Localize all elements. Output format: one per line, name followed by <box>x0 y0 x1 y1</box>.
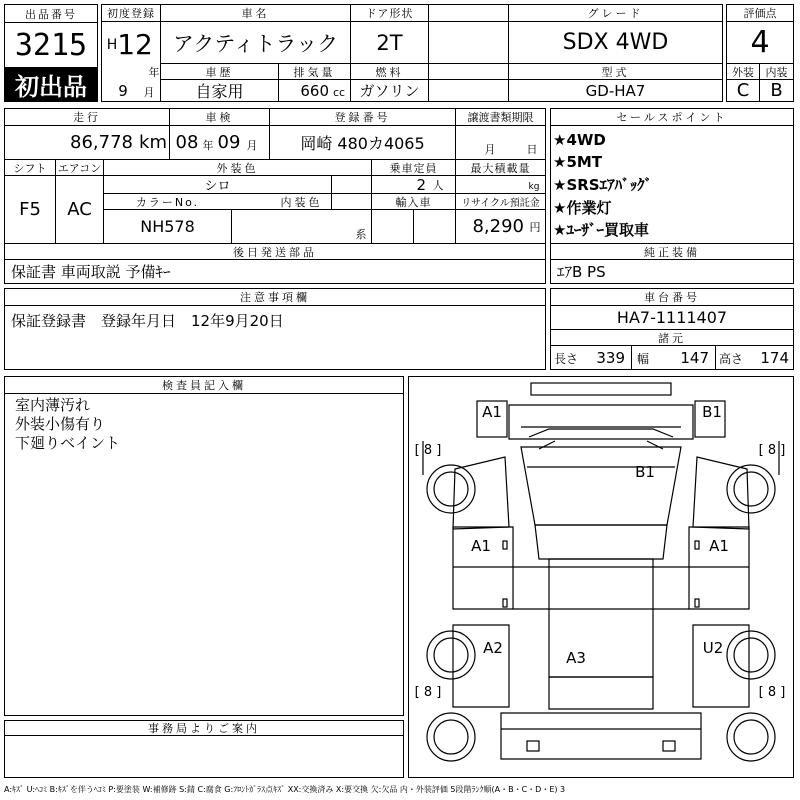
width-value: 147 <box>680 348 709 367</box>
sales-points-label: セールスポイント <box>616 111 728 124</box>
ext-color-value: シロ <box>204 179 231 194</box>
notes-box <box>4 288 546 370</box>
sales-point-item: ★作業灯 <box>553 198 612 217</box>
score-box <box>726 4 794 102</box>
chassis-value: HA7-1111407 <box>616 308 728 327</box>
interior-score-label: 内装 <box>765 65 788 79</box>
max-load-label: 最大積載量 <box>470 161 531 175</box>
displacement-value: 660 <box>300 81 329 100</box>
car-name-label: 車名 <box>241 7 270 20</box>
notes-label: 注意事項欄 <box>240 291 310 304</box>
sales-point-item: ★5MT <box>553 153 603 171</box>
exterior-score-label: 外装 <box>732 65 754 79</box>
office-box <box>4 720 404 778</box>
registration-era: H <box>106 37 118 53</box>
specs-label: 諸元 <box>658 331 686 345</box>
door-value: 2T <box>376 30 403 55</box>
tire-rear-left: [ 8 ] <box>414 684 442 700</box>
genuine-value: ｴｱB PS <box>557 263 606 281</box>
mark-door-right: A1 <box>709 537 729 555</box>
max-load-unit: kg <box>528 182 540 192</box>
length-value: 339 <box>596 348 625 367</box>
later-parts-label: 後日発送部品 <box>233 245 317 259</box>
genuine-label: 純正装備 <box>644 245 700 259</box>
aircon-value: AC <box>67 199 92 220</box>
tire-front-right: [ 8 ] <box>758 442 786 458</box>
lot-box <box>4 4 98 102</box>
registration-month-unit: 月 <box>143 86 155 99</box>
shift-label: シフト <box>13 161 47 175</box>
door-label: ドア形状 <box>365 7 414 20</box>
registration-month: 9 <box>118 82 128 100</box>
details-block <box>4 108 546 284</box>
sales-point-item: ★4WD <box>553 131 606 149</box>
mileage-value: 86,778 <box>70 132 133 153</box>
score-label: 評価点 <box>743 7 777 20</box>
transfer-day-unit: 日 <box>526 143 538 156</box>
history-value: 自家用 <box>195 82 244 101</box>
import-label: 輸入車 <box>395 195 432 209</box>
recycle-value: 8,290 <box>472 216 524 237</box>
interior-score: B <box>770 80 783 101</box>
displacement-unit: cc <box>332 85 346 99</box>
tire-rear-right: [ 8 ] <box>758 684 786 700</box>
registration-label: 初度登録 <box>107 7 155 20</box>
transfer-label: 譲渡書類期限 <box>467 111 534 124</box>
ext-color-label: 外装色 <box>216 161 259 175</box>
width-label: 幅 <box>636 351 649 366</box>
displacement-label: 排気量 <box>293 65 336 79</box>
inspection-month-unit: 月 <box>246 139 258 152</box>
grade-label: グレード <box>587 7 644 20</box>
lot-number: 3215 <box>14 27 88 63</box>
inspector-label: 検査員記入欄 <box>162 379 246 392</box>
lot-label: 出品番号 <box>25 7 77 21</box>
mileage-label: 走行 <box>73 111 101 124</box>
notes-value: 保証登録書 登録年月日 12年9月20日 <box>11 311 284 330</box>
shift-value: F5 <box>19 199 41 220</box>
length-label: 長さ <box>553 351 578 366</box>
mark-rear-left: A2 <box>483 639 503 657</box>
later-parts-value: 保証書 車両取説 予備ｷｰ <box>11 263 171 281</box>
plate-label: 登録番号 <box>334 111 391 124</box>
inspector-box <box>4 376 404 716</box>
tire-front-left: [ 8 ] <box>414 442 442 458</box>
mark-windshield: B1 <box>635 463 655 481</box>
sales-point-item: ★ﾕｰｻﾞｰ買取車 <box>553 220 649 239</box>
mark-front-left: A1 <box>482 403 502 421</box>
sales-points-box <box>550 108 794 284</box>
transfer-month-unit: 月 <box>484 143 496 156</box>
first-listing-badge: 初出品 <box>5 67 97 101</box>
chassis-label: 車台番号 <box>644 291 700 304</box>
capacity-value: 2 <box>416 175 426 194</box>
mark-bed: A3 <box>566 649 586 667</box>
exterior-score: C <box>736 80 750 101</box>
inspection-year: 08 <box>175 132 199 153</box>
chassis-box <box>550 288 794 370</box>
sales-point-item: ★SRSｴｱﾊﾞｯｸﾞ <box>553 175 653 194</box>
color-no-label: カラーNo. <box>135 195 200 209</box>
car-name-value: アクティトラック <box>172 31 339 56</box>
registration-year-unit: 年 <box>148 66 160 79</box>
inspector-line: 室内薄汚れ <box>15 396 91 414</box>
inspection-month: 09 <box>217 132 241 153</box>
mark-front-right: B1 <box>702 403 722 421</box>
fuel-value: ガソリン <box>359 82 420 100</box>
mark-door-left: A1 <box>471 537 491 555</box>
recycle-unit: 円 <box>529 221 541 234</box>
inspector-line: 外装小傷有り <box>15 415 106 433</box>
inspection-label: 車検 <box>205 111 234 124</box>
height-value: 174 <box>760 348 789 367</box>
inspection-year-unit: 年 <box>202 139 214 152</box>
truck-outline <box>409 377 793 777</box>
mileage-unit: km <box>139 132 167 153</box>
grade-value: SDX 4WD <box>562 30 669 55</box>
score-value: 4 <box>750 25 770 60</box>
legend-text: A:ｷｽﾞ U:ﾍｺﾐ B:ｷｽﾞを伴うﾍｺﾐ P:要塗装 W:補修跡 S:錆 C:腐食 G:ﾌﾛﾝﾄｶﾞﾗｽ点ｷｽﾞ XX:交換済み X:要交換 欠:欠品 内・外装評価 5段階ﾗﾝｸ順(A・B・C・D・E) 3 <box>4 784 566 794</box>
model-value: GD-HA7 <box>585 81 646 100</box>
vehicle-info-block <box>101 4 723 102</box>
int-color-unit: 系 <box>355 228 367 241</box>
plate-value: 岡崎 480カ4065 <box>300 134 425 153</box>
height-label: 高さ <box>718 351 743 366</box>
int-color-label: 内装色 <box>280 195 323 209</box>
registration-year: 12 <box>117 27 153 61</box>
capacity-unit: 人 <box>432 179 444 192</box>
office-label: 事務局よりご案内 <box>148 722 260 735</box>
fuel-label: 燃料 <box>375 65 404 79</box>
inspector-line: 下廻りベイント <box>15 434 121 452</box>
aircon-label: エアコン <box>57 161 102 175</box>
color-no-value: NH578 <box>140 217 195 236</box>
history-label: 車歴 <box>205 65 234 79</box>
damage-diagram <box>408 376 794 778</box>
model-label: 型式 <box>601 65 630 79</box>
capacity-label: 乗車定員 <box>389 161 438 175</box>
mark-rear-right: U2 <box>702 639 724 657</box>
recycle-label: リサイクル預託金 <box>461 198 540 209</box>
